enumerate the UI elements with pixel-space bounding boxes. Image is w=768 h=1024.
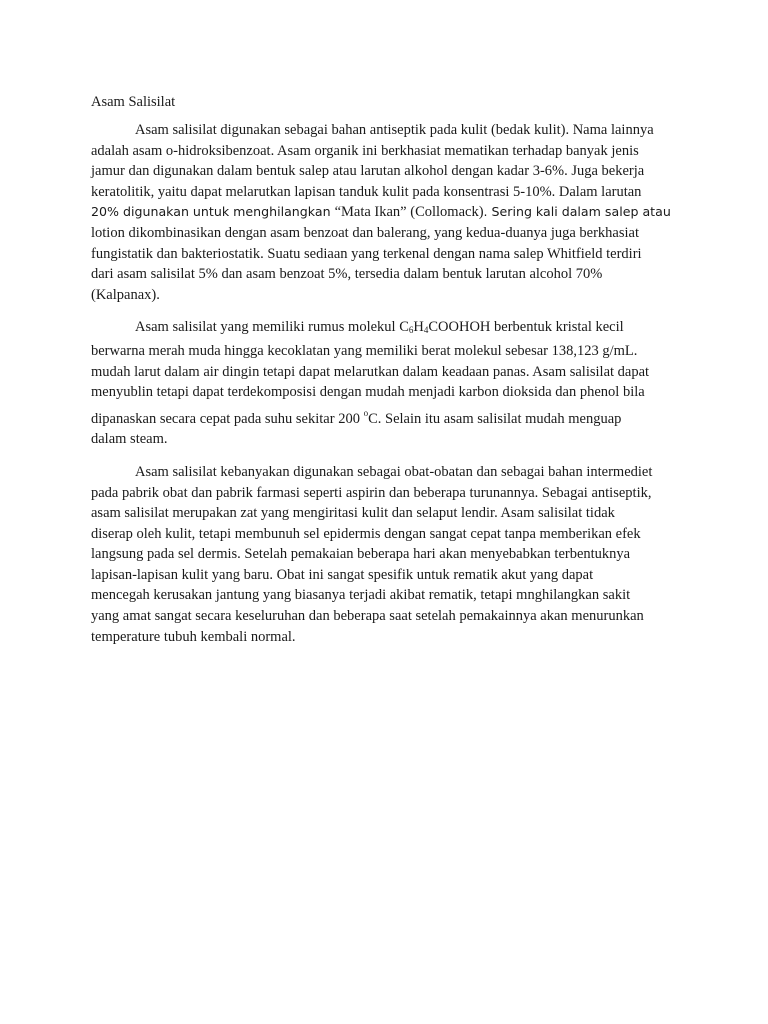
paragraph-line: diserap oleh kulit, tetapi membunuh sel epidermis dengan sangat cepat tanpa memberikan efek	[91, 525, 641, 542]
paragraph-line: (Kalpanax).	[91, 286, 160, 303]
paragraph-line: berwarna merah muda hingga kecoklatan yang memiliki berat molekul sebesar 138,123 g/mL.	[91, 342, 638, 359]
subscript: 6	[408, 325, 414, 336]
subscript: 4	[423, 325, 429, 336]
text-run: COOHOH berbentuk kristal kecil	[428, 319, 624, 336]
text-run: H	[413, 319, 424, 336]
paragraph-line: jamur dan digunakan dalam bentuk salep atau larutan alkohol dengan kadar 3-6%. Juga bekerja	[91, 163, 645, 180]
paragraph-line: dalam steam.	[91, 431, 168, 448]
text-run: 20% digunakan untuk menghilangkan	[91, 204, 335, 220]
paragraph-line: yang amat sangat secara keseluruhan dan beberapa saat setelah pemakainnya akan menurunkan	[91, 608, 644, 625]
paragraph-line: temperature tubuh kembali normal.	[91, 628, 296, 645]
paragraph-line: lapisan-lapisan kulit yang baru. Obat ini sangat spesifik untuk rematik akut yang dapat	[91, 566, 594, 583]
paragraph-line: langsung pada sel dermis. Setelah pemakaian beberapa hari akan menyebabkan terbentuknya	[91, 546, 631, 563]
paragraph-line: fungistatik dan bakteriostatik. Suatu sediaan yang terkenal dengan nama salep Whitfield terdiri	[91, 245, 642, 262]
paragraph-line	[91, 403, 691, 430]
text-run: dipanaskan secara cepat pada suhu sekitar 200	[91, 410, 364, 427]
paragraph-line: keratolitik, yaitu dapat melarutkan lapisan tanduk kulit pada konsentrasi 5-10%. Dalam larutan	[91, 183, 642, 200]
paragraph-line: lotion dikombinasikan dengan asam benzoat dan balerang, yang kedua-duanya juga berkhasiat	[91, 224, 639, 241]
text-run: Asam salisilat yang memiliki rumus molekul C	[135, 319, 409, 336]
paragraph-line: Asam salisilat kebanyakan digunakan sebagai obat-obatan dan sebagai bahan intermediet	[135, 463, 653, 480]
paragraph-2	[91, 317, 691, 450]
paragraph-line: dari asam salisilat 5% dan asam benzoat 5%, tersedia dalam bentuk larutan alcohol 70%	[91, 266, 603, 283]
paragraph-line: mudah larut dalam air dingin tetapi dapat melarutkan dalam keadaan panas. Asam salisilat dapat	[91, 363, 650, 380]
text-run: C. Selain itu asam salisilat mudah menguap	[368, 410, 622, 427]
paragraph-line	[91, 317, 691, 341]
paragraph-line	[91, 202, 691, 223]
paragraph-line: adalah asam o-hidroksibenzoat. Asam organik ini berkhasiat mematikan terhadap banyak jenis	[91, 142, 639, 159]
paragraph-1	[91, 120, 691, 305]
paragraph-line: asam salisilat merupakan zat yang mengiritasi kulit dan selaput lendir. Asam salisilat tidak	[91, 505, 615, 522]
paragraph-3	[91, 462, 691, 647]
paragraph-line: pada pabrik obat dan pabrik farmasi seperti aspirin dan beberapa turunannya. Sebagai antiseptik,	[91, 484, 652, 501]
paragraph-line: mencegah kerusakan jantung yang biasanya terjadi akibat rematik, tetapi mnghilangkan sakit	[91, 587, 631, 604]
paragraph-line: Asam salisilat digunakan sebagai bahan antiseptik pada kulit (bedak kulit). Nama lainnya	[135, 122, 654, 138]
paragraph-line: menyublin tetapi dapat terdekomposisi dengan mudah menjadi karbon dioksida dan phenol bila	[91, 384, 645, 401]
document-title: Asam Salisilat	[91, 94, 176, 110]
superscript: o	[363, 407, 369, 418]
text-run: “Mata Ikan” (Collomack)	[334, 204, 484, 221]
text-run: . Sering kali dalam salep atau	[483, 204, 671, 220]
